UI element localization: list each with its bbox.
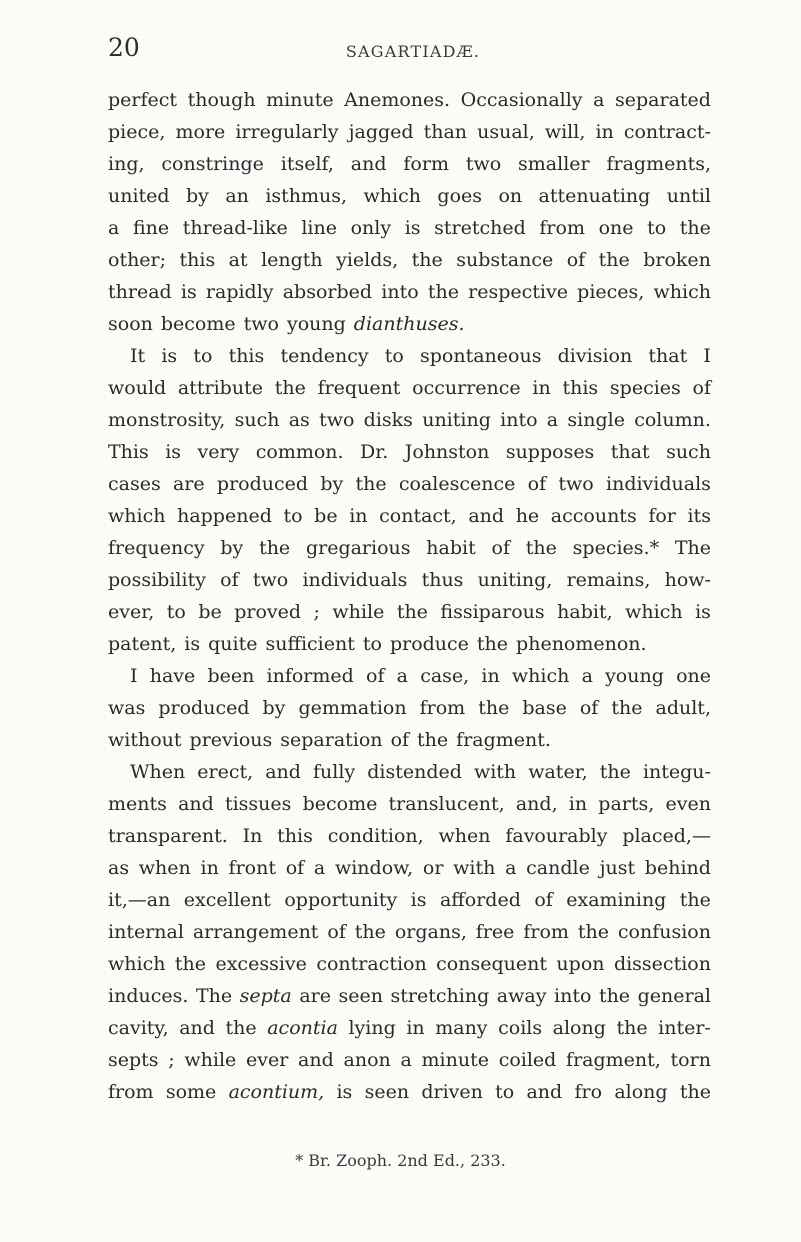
text-line: perfect though minute Anemones. Occasionally a separated (108, 89, 711, 111)
text-line: I have been informed of a case, in which a young one (130, 665, 711, 687)
text-line: When erect, and fully distended with water, the integu- (130, 761, 711, 783)
page-number: 20 (108, 33, 140, 62)
footnote: * Br. Zooph. 2nd Ed., 233. (295, 1151, 506, 1170)
text-line: internal arrangement of the organs, free from the confusion (108, 921, 711, 943)
text-line: united by an isthmus, which goes on attenuating until (108, 185, 711, 207)
text-line: septs ; while ever and anon a minute coiled fragment, torn (108, 1049, 711, 1071)
text-line: ments and tissues become translucent, and, in parts, even (108, 793, 711, 815)
text-line: from some acontium, is seen driven to and fro along the (108, 1081, 711, 1103)
text-line: induces. The septa are seen stretching away into the general (108, 985, 711, 1007)
text-line: This is very common. Dr. Johnston supposes that such (108, 441, 711, 463)
text-line: monstrosity, such as two disks uniting into a single column. (108, 409, 711, 431)
text-line: would attribute the frequent occurrence in this species of (108, 377, 711, 399)
text-line: piece, more irregularly jagged than usual, will, in contract- (108, 121, 711, 143)
text-line: cases are produced by the coalescence of two individuals (108, 473, 711, 495)
text-line: thread is rapidly absorbed into the respective pieces, which (108, 281, 711, 303)
text-line: as when in front of a window, or with a candle just behind (108, 857, 711, 879)
text-line: transparent. In this condition, when favourably placed,— (108, 825, 711, 847)
text-line: a fine thread-like line only is stretched from one to the (108, 217, 711, 239)
text-line: which the excessive contraction consequent upon dissection (108, 953, 711, 975)
running-head: SAGARTIADÆ. (345, 42, 481, 61)
text-line: was produced by gemmation from the base of the adult, (108, 697, 711, 719)
text-line: ever, to be proved ; while the fissiparous habit, which is (108, 601, 711, 623)
text-line: soon become two young dianthuses. (108, 313, 465, 335)
text-line: ing, constringe itself, and form two smaller fragments, (108, 153, 711, 175)
text-line: other; this at length yields, the substance of the broken (108, 249, 711, 271)
text-line: possibility of two individuals thus uniting, remains, how- (108, 569, 711, 591)
text-line: It is to this tendency to spontaneous division that I (130, 345, 711, 367)
text-line: which happened to be in contact, and he accounts for its (108, 505, 711, 527)
text-line: patent, is quite sufficient to produce the phenomenon. (108, 633, 647, 655)
page-header (108, 28, 718, 68)
body-text (108, 84, 711, 1108)
text-line: frequency by the gregarious habit of the species.* The (108, 537, 711, 559)
text-line: without previous separation of the fragment. (108, 729, 551, 751)
text-line: it,—an excellent opportunity is afforded of examining the (108, 889, 711, 911)
text-line: cavity, and the acontia lying in many coils along the inter- (108, 1017, 711, 1039)
